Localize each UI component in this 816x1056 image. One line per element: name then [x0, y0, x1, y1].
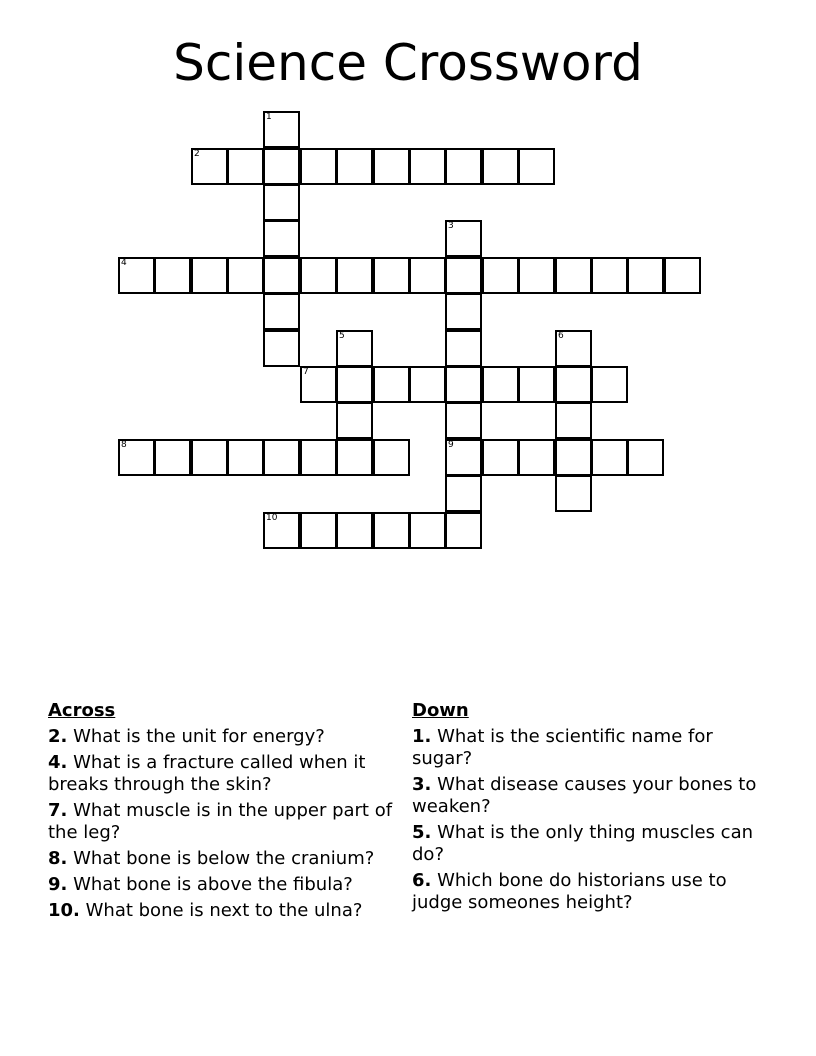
- crossword-cell[interactable]: [445, 330, 482, 367]
- crossword-cell[interactable]: [591, 257, 628, 294]
- crossword-cell[interactable]: [518, 148, 555, 185]
- crossword-cell[interactable]: [555, 330, 592, 367]
- clue-text: What is the unit for energy?: [67, 726, 325, 747]
- crossword-cell[interactable]: [482, 439, 519, 476]
- crossword-cell[interactable]: [555, 366, 592, 403]
- crossword-cell[interactable]: [373, 148, 410, 185]
- crossword-cell[interactable]: [263, 111, 300, 148]
- clue-across: [48, 900, 398, 922]
- clue-text: Which bone do historians use to judge someones height?: [412, 870, 727, 913]
- crossword-cell[interactable]: [118, 439, 155, 476]
- clue-number: 6.: [412, 870, 432, 891]
- clue-down: [412, 774, 757, 818]
- clue-across: [48, 874, 398, 896]
- crossword-cell[interactable]: [591, 439, 628, 476]
- across-clues: [48, 700, 398, 926]
- crossword-cell[interactable]: [263, 512, 300, 549]
- clue-down: [412, 822, 757, 866]
- crossword-cell[interactable]: [409, 512, 446, 549]
- crossword-cell[interactable]: [373, 439, 410, 476]
- clue-number: 8.: [48, 848, 68, 869]
- cell-number: 9: [448, 440, 454, 450]
- clue-number: 5.: [412, 822, 432, 843]
- crossword-cell[interactable]: [445, 148, 482, 185]
- clue-number: 4.: [48, 752, 68, 773]
- clue-text: What disease causes your bones to weaken?: [412, 774, 757, 817]
- crossword-cell[interactable]: [664, 257, 701, 294]
- crossword-cell[interactable]: [373, 366, 410, 403]
- crossword-cell[interactable]: [373, 512, 410, 549]
- crossword-cell[interactable]: [482, 366, 519, 403]
- crossword-cell[interactable]: [445, 293, 482, 330]
- crossword-cell[interactable]: [227, 439, 264, 476]
- crossword-cell[interactable]: [445, 257, 482, 294]
- clue-text: What is the scientific name for sugar?: [412, 726, 713, 769]
- clue-across: [48, 800, 398, 844]
- crossword-cell[interactable]: [482, 148, 519, 185]
- crossword-cell[interactable]: [555, 439, 592, 476]
- crossword-cell[interactable]: [445, 439, 482, 476]
- page-title: Science Crossword: [173, 34, 643, 92]
- crossword-cell[interactable]: [336, 148, 373, 185]
- down-clues: [412, 700, 757, 918]
- cell-number: 7: [303, 367, 309, 377]
- cell-number: 4: [121, 258, 127, 268]
- crossword-cell[interactable]: [518, 439, 555, 476]
- crossword-cell[interactable]: [409, 257, 446, 294]
- crossword-cell[interactable]: [445, 220, 482, 257]
- crossword-cell[interactable]: [482, 257, 519, 294]
- crossword-cell[interactable]: [300, 366, 337, 403]
- clue-text: What is a fracture called when it breaks through the skin?: [48, 752, 366, 795]
- crossword-cell[interactable]: [191, 148, 228, 185]
- crossword-cell[interactable]: [445, 366, 482, 403]
- clue-across: [48, 726, 398, 748]
- cell-number: 10: [266, 513, 278, 523]
- down-heading: Down: [412, 700, 469, 721]
- clue-number: 7.: [48, 800, 68, 821]
- crossword-cell[interactable]: [445, 512, 482, 549]
- clue-number: 9.: [48, 874, 68, 895]
- cell-number: 1: [266, 112, 272, 122]
- crossword-cell[interactable]: [445, 402, 482, 439]
- crossword-cell[interactable]: [300, 257, 337, 294]
- crossword-cell[interactable]: [409, 366, 446, 403]
- clue-text: What bone is next to the ulna?: [79, 900, 363, 921]
- cell-number: 6: [558, 331, 564, 341]
- cell-number: 8: [121, 440, 127, 450]
- crossword-cell[interactable]: [336, 439, 373, 476]
- crossword-cell[interactable]: [336, 257, 373, 294]
- cell-number: 3: [448, 221, 454, 231]
- crossword-cell[interactable]: [154, 439, 191, 476]
- crossword-cell[interactable]: [518, 366, 555, 403]
- crossword-cell[interactable]: [263, 293, 300, 330]
- clue-text: What is the only thing muscles can do?: [412, 822, 754, 865]
- clue-number: 3.: [412, 774, 432, 795]
- cell-number: 2: [194, 149, 200, 159]
- crossword-cell[interactable]: [627, 439, 664, 476]
- crossword-cell[interactable]: [263, 148, 300, 185]
- crossword-cell[interactable]: [263, 330, 300, 367]
- clue-number: 2.: [48, 726, 68, 747]
- clue-number: 10.: [48, 900, 80, 921]
- crossword-cell[interactable]: [373, 257, 410, 294]
- clue-number: 1.: [412, 726, 432, 747]
- crossword-cell[interactable]: [191, 257, 228, 294]
- crossword-cell[interactable]: [227, 257, 264, 294]
- crossword-cell[interactable]: [409, 148, 446, 185]
- crossword-cell[interactable]: [555, 257, 592, 294]
- crossword-cell[interactable]: [227, 148, 264, 185]
- crossword-cell[interactable]: [336, 402, 373, 439]
- crossword-cell[interactable]: [518, 257, 555, 294]
- crossword-cell[interactable]: [154, 257, 191, 294]
- crossword-cell[interactable]: [300, 512, 337, 549]
- clue-text: What bone is above the fibula?: [67, 874, 353, 895]
- cell-number: 5: [339, 331, 345, 341]
- clue-across: [48, 752, 398, 796]
- crossword-cell[interactable]: [263, 257, 300, 294]
- crossword-cell[interactable]: [555, 402, 592, 439]
- clue-text: What bone is below the cranium?: [67, 848, 375, 869]
- crossword-cell[interactable]: [118, 257, 155, 294]
- crossword-cell[interactable]: [263, 220, 300, 257]
- clue-text: What muscle is in the upper part of the leg?: [48, 800, 393, 843]
- clue-across: [48, 848, 398, 870]
- crossword-cell[interactable]: [336, 366, 373, 403]
- crossword-cell[interactable]: [263, 184, 300, 221]
- crossword-cell[interactable]: [591, 366, 628, 403]
- clue-down: [412, 726, 757, 770]
- clue-down: [412, 870, 757, 914]
- crossword-cell[interactable]: [300, 439, 337, 476]
- crossword-cell[interactable]: [336, 512, 373, 549]
- across-heading: Across: [48, 700, 116, 721]
- crossword-cell[interactable]: [191, 439, 228, 476]
- crossword-cell[interactable]: [300, 148, 337, 185]
- crossword-cell[interactable]: [555, 475, 592, 512]
- crossword-cell[interactable]: [263, 439, 300, 476]
- crossword-cell[interactable]: [445, 475, 482, 512]
- crossword-cell[interactable]: [627, 257, 664, 294]
- crossword-cell[interactable]: [336, 330, 373, 367]
